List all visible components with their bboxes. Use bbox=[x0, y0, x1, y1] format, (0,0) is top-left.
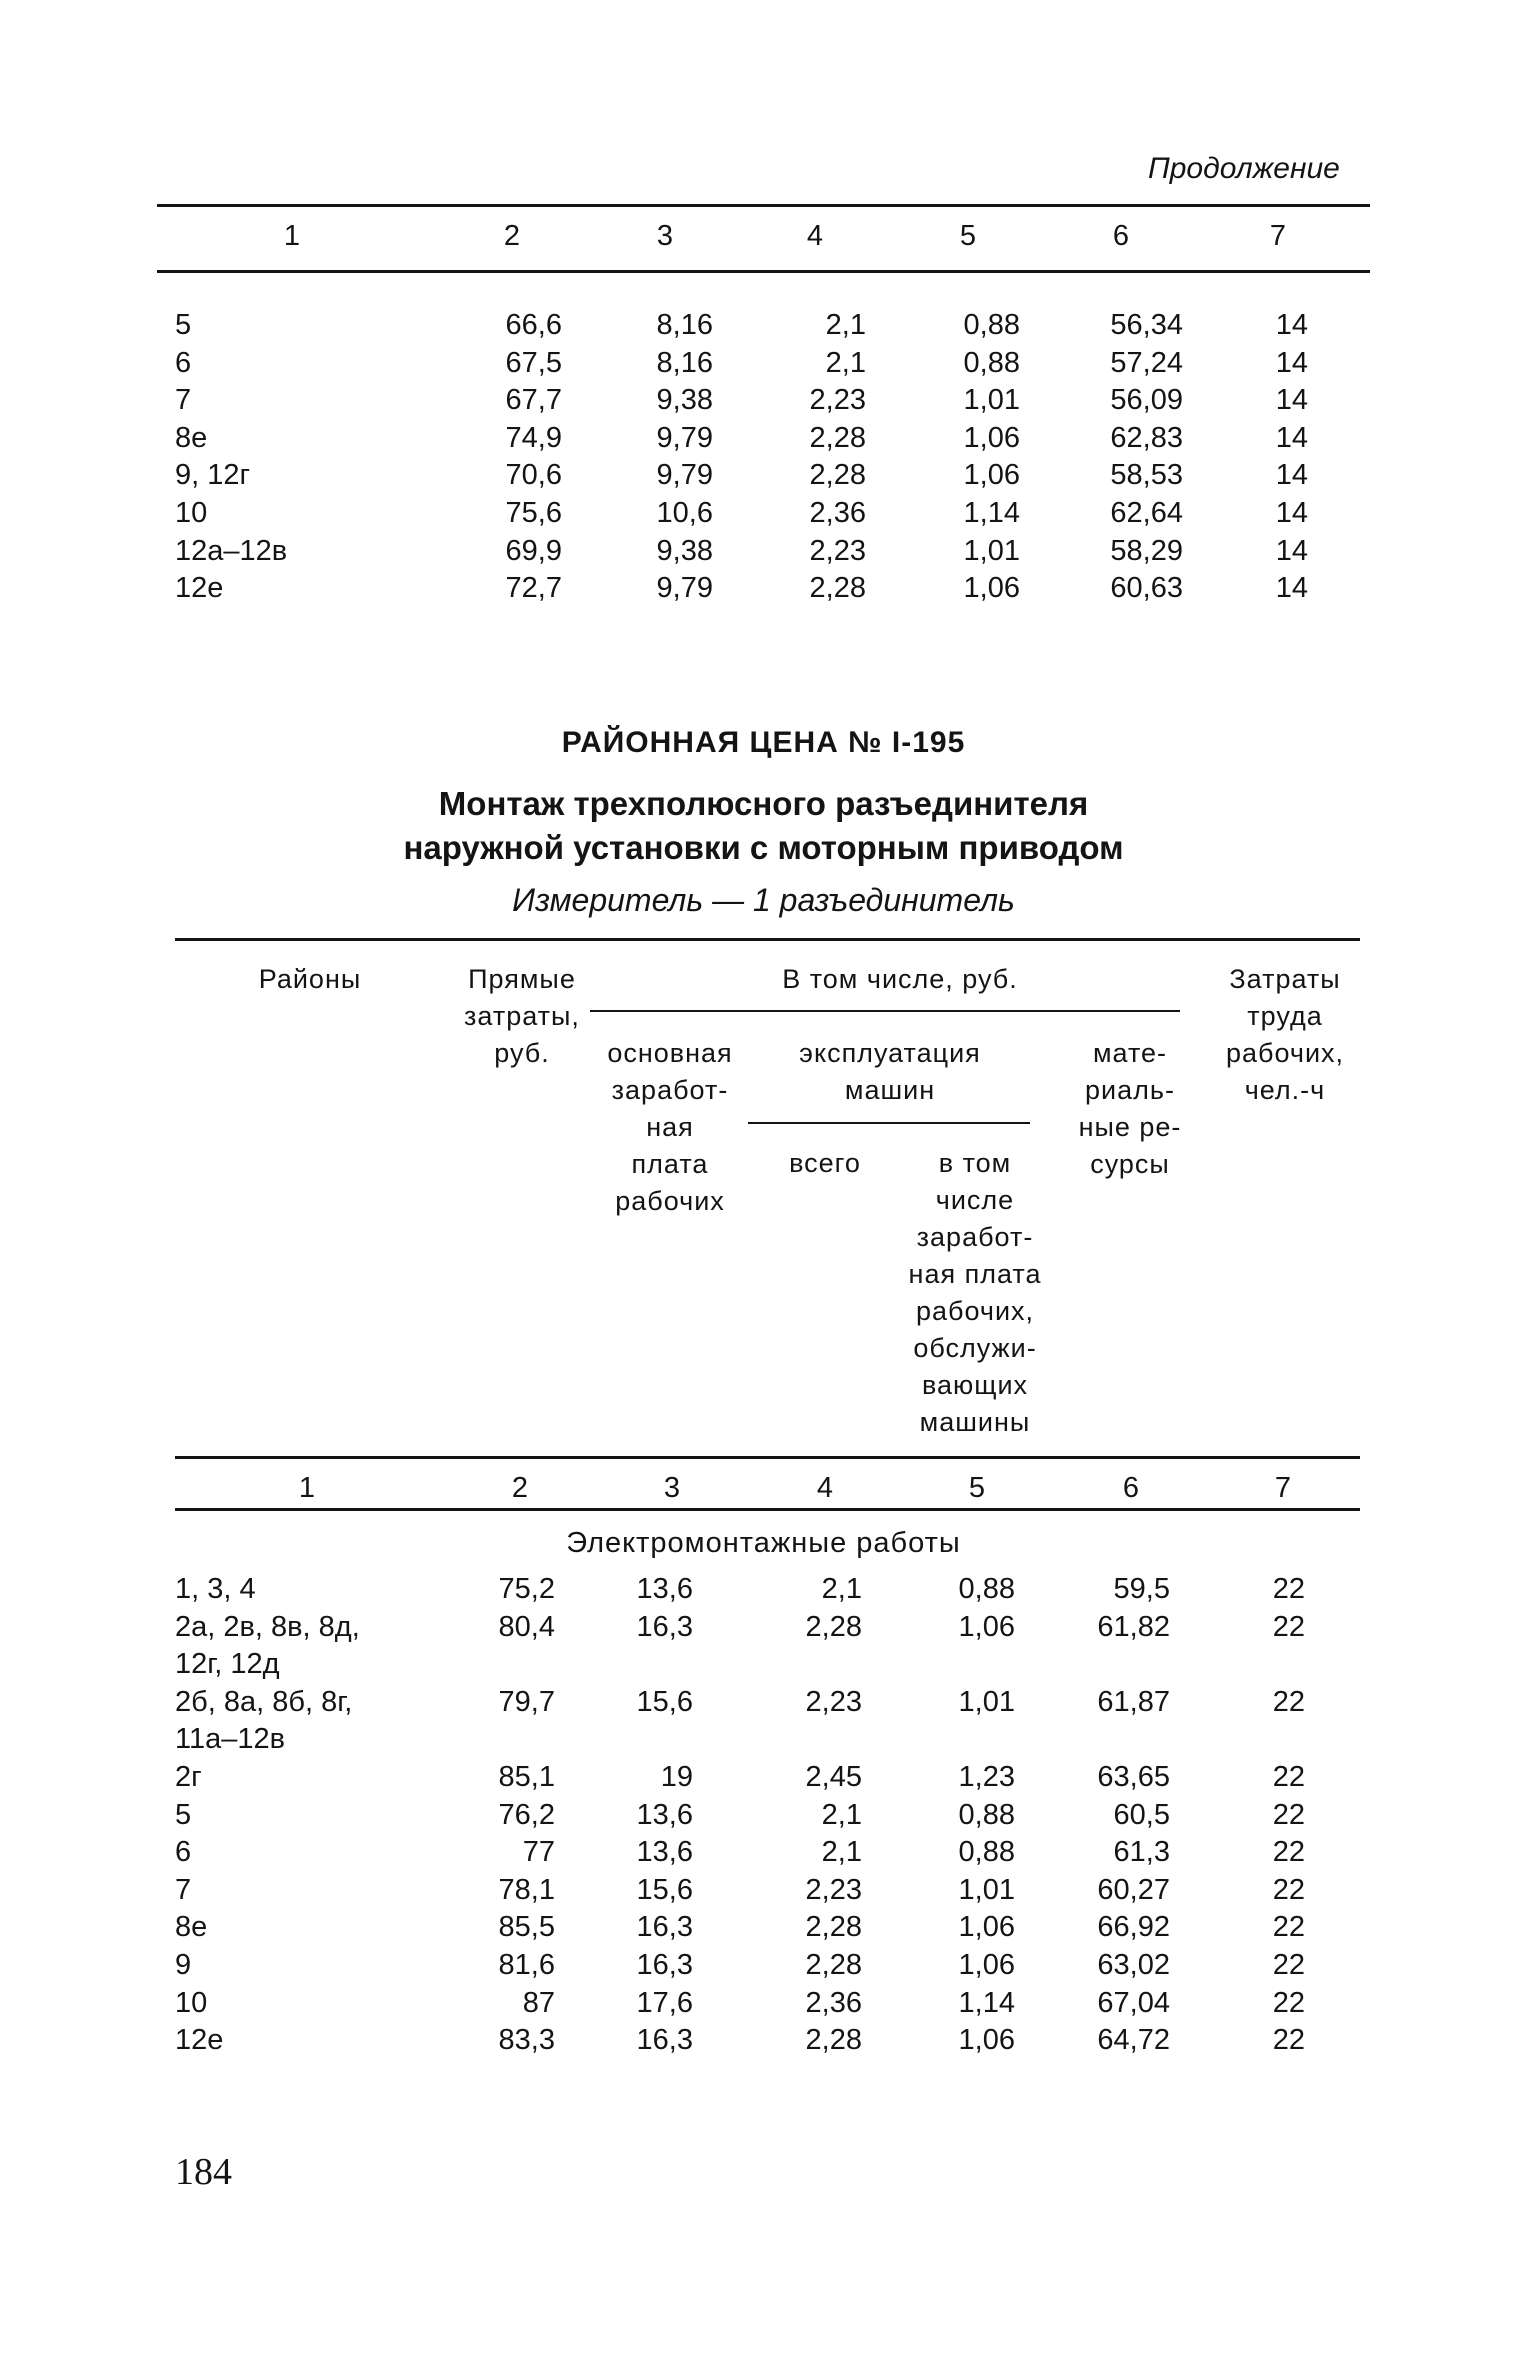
header-line: машины bbox=[919, 1407, 1031, 1437]
table2-value-cell: 2,1 bbox=[821, 1836, 862, 1869]
table2-value-cell: 2,28 bbox=[805, 1911, 862, 1944]
header-including: В том числе, руб. bbox=[782, 964, 1018, 994]
table2-value-cell: 66,92 bbox=[1097, 1911, 1170, 1944]
header-line: мате- bbox=[1092, 1038, 1168, 1068]
table2-value-cell: 2,45 bbox=[805, 1761, 862, 1793]
table2-value-cell: 81,6 bbox=[498, 1949, 555, 1981]
table2-value-cell: 17,6 bbox=[636, 1986, 693, 2019]
header-regions: Районы bbox=[258, 964, 362, 994]
table1-region-cell: 5 bbox=[175, 309, 192, 341]
table1-col-number: 2 bbox=[503, 220, 521, 252]
table1-col-number: 6 bbox=[1112, 220, 1130, 252]
table1-value-cell: 1,01 bbox=[963, 384, 1020, 417]
table1-value-cell: 2,23 bbox=[809, 534, 866, 567]
table1-value-cell: 62,83 bbox=[1110, 421, 1183, 454]
table1-value-cell: 2,23 bbox=[809, 384, 866, 417]
table1-col-number: 5 bbox=[959, 220, 977, 252]
table1-value-cell: 1,06 bbox=[963, 421, 1020, 454]
header-line: риаль- bbox=[1085, 1075, 1175, 1105]
table2-region-cell: 2б, 8а, 8б, 8г, bbox=[175, 1685, 353, 1718]
continuation-label: Продолжение bbox=[1148, 152, 1340, 185]
table1-value-cell: 9,79 bbox=[656, 572, 713, 605]
table2-machine-rule bbox=[748, 1122, 1030, 1124]
header-line: труда bbox=[1247, 1001, 1323, 1031]
table2-value-cell: 22 bbox=[1272, 1685, 1305, 1718]
table2-value-cell: 1,06 bbox=[958, 1949, 1015, 1981]
table2-top-rule bbox=[175, 938, 1360, 941]
header-line: затраты, bbox=[464, 1001, 580, 1031]
table2-value-cell: 16,3 bbox=[636, 1610, 693, 1643]
header-line: руб. bbox=[494, 1038, 550, 1068]
table2-value-cell: 1,06 bbox=[958, 1610, 1015, 1643]
header-line: Прямые bbox=[468, 964, 576, 994]
table2-col-number: 7 bbox=[1274, 1472, 1292, 1504]
table2-value-cell: 61,3 bbox=[1113, 1836, 1170, 1869]
table2-value-cell: 61,82 bbox=[1097, 1610, 1170, 1643]
table1-region-cell: 8е bbox=[175, 421, 208, 454]
table2-region-cell: 10 bbox=[175, 1986, 208, 2019]
header-line: ная плата bbox=[908, 1259, 1042, 1289]
table2-value-cell: 22 bbox=[1272, 1761, 1305, 1793]
table2-value-cell: 1,01 bbox=[958, 1685, 1015, 1718]
table2-numbers-rule bbox=[175, 1508, 1360, 1511]
table2-value-cell: 16,3 bbox=[636, 1911, 693, 1944]
table2-region-cell: 7 bbox=[175, 1873, 192, 1906]
table2-including-rule bbox=[590, 1010, 1180, 1012]
table2-value-cell: 15,6 bbox=[636, 1873, 693, 1906]
table1-region-cell: 12а–12в bbox=[175, 534, 288, 567]
table1-value-cell: 8,16 bbox=[656, 309, 713, 341]
table1-value-cell: 67,7 bbox=[505, 384, 562, 417]
table2-value-cell: 22 bbox=[1272, 1986, 1305, 2019]
table2-value-cell: 22 bbox=[1272, 2024, 1305, 2057]
table1-value-cell: 1,06 bbox=[963, 459, 1020, 492]
table2-value-cell: 59,5 bbox=[1113, 1573, 1170, 1605]
table1-value-cell: 2,28 bbox=[809, 459, 866, 492]
header-machine-wages bbox=[885, 1145, 1065, 1441]
table1-region-cell: 10 bbox=[175, 497, 208, 529]
table2-value-cell: 1,06 bbox=[958, 1911, 1015, 1944]
table2-value-cell: 64,72 bbox=[1097, 2024, 1170, 2057]
table1-value-cell: 56,34 bbox=[1110, 309, 1183, 341]
table2-value-cell: 0,88 bbox=[958, 1798, 1015, 1831]
table2-value-cell: 60,5 bbox=[1113, 1798, 1170, 1831]
header-line: Затраты bbox=[1229, 964, 1341, 994]
header-line: плата bbox=[631, 1149, 709, 1179]
table1-value-cell: 2,1 bbox=[825, 309, 866, 341]
header-machine-total: всего bbox=[789, 1148, 861, 1178]
table1-value-cell: 1,01 bbox=[963, 534, 1020, 567]
table1-region-cell: 9, 12г bbox=[175, 459, 251, 492]
table1-value-cell: 60,63 bbox=[1110, 572, 1183, 605]
table2-value-cell: 1,23 bbox=[958, 1761, 1015, 1793]
table1-value-cell: 14 bbox=[1275, 421, 1308, 454]
header-base-wages bbox=[580, 1035, 760, 1220]
table2-value-cell: 13,6 bbox=[636, 1836, 693, 1869]
table2-col-number: 4 bbox=[816, 1472, 834, 1504]
table1-value-cell: 62,64 bbox=[1110, 497, 1183, 529]
header-materials bbox=[1060, 1035, 1200, 1183]
table2-value-cell: 2,28 bbox=[805, 2024, 862, 2057]
table2-value-cell: 1,01 bbox=[958, 1873, 1015, 1906]
table1-col-number: 1 bbox=[283, 220, 301, 252]
table2-value-cell: 16,3 bbox=[636, 2024, 693, 2057]
table2-value-cell: 67,04 bbox=[1097, 1986, 1170, 2019]
table2-value-cell: 87 bbox=[522, 1986, 555, 2019]
table1-value-cell: 58,53 bbox=[1110, 459, 1183, 492]
group-title: Электромонтажные работы bbox=[566, 1527, 961, 1559]
header-line: рабочих bbox=[615, 1186, 725, 1216]
table2-value-cell: 13,6 bbox=[636, 1573, 693, 1605]
table1-value-cell: 14 bbox=[1275, 572, 1308, 605]
table2-value-cell: 77 bbox=[522, 1836, 555, 1869]
table2-value-cell: 1,06 bbox=[958, 2024, 1015, 2057]
table2-region-cell: 2г bbox=[175, 1761, 202, 1793]
table1-value-cell: 9,79 bbox=[656, 459, 713, 492]
table2-region-cell: 9 bbox=[175, 1949, 192, 1981]
header-line: числе bbox=[935, 1185, 1015, 1215]
header-line: рабочих, bbox=[1225, 1038, 1345, 1068]
table1-value-cell: 0,88 bbox=[963, 346, 1020, 379]
table2-value-cell: 0,88 bbox=[958, 1836, 1015, 1869]
table2-region-cell: 11а–12в bbox=[175, 1723, 286, 1756]
table2-value-cell: 22 bbox=[1272, 1798, 1305, 1831]
table2-region-cell: 8е bbox=[175, 1911, 208, 1944]
table2-col-number: 6 bbox=[1122, 1472, 1140, 1504]
table2-value-cell: 22 bbox=[1272, 1573, 1305, 1605]
table2-value-cell: 22 bbox=[1272, 1836, 1305, 1869]
table1-value-cell: 14 bbox=[1275, 459, 1308, 492]
table2-value-cell: 16,3 bbox=[636, 1949, 693, 1981]
table1-top-rule bbox=[157, 204, 1370, 207]
table2-region-cell: 5 bbox=[175, 1798, 192, 1831]
table2-col-number: 2 bbox=[511, 1472, 529, 1504]
table2-value-cell: 19 bbox=[660, 1761, 693, 1793]
table2-value-cell: 83,3 bbox=[498, 2024, 555, 2057]
header-line: ная bbox=[646, 1112, 694, 1142]
section-title-line2: наружной установки с моторным приводом bbox=[403, 829, 1124, 866]
table2-value-cell: 2,23 bbox=[805, 1685, 862, 1718]
table1-value-cell: 14 bbox=[1275, 534, 1308, 567]
table1-value-cell: 9,38 bbox=[656, 384, 713, 417]
table1-value-cell: 67,5 bbox=[505, 346, 562, 379]
table2-value-cell: 2,36 bbox=[805, 1986, 862, 2019]
table2-col-number: 1 bbox=[298, 1472, 316, 1504]
table2-value-cell: 2,28 bbox=[805, 1610, 862, 1643]
table1-col-number: 7 bbox=[1269, 220, 1287, 252]
table1-value-cell: 9,38 bbox=[656, 534, 713, 567]
header-line: сурсы bbox=[1090, 1149, 1170, 1179]
header-line: обслужи- bbox=[913, 1333, 1037, 1363]
table1-value-cell: 14 bbox=[1275, 497, 1308, 529]
table1-value-cell: 2,36 bbox=[809, 497, 866, 529]
table1-region-cell: 6 bbox=[175, 346, 192, 379]
table2-value-cell: 22 bbox=[1272, 1873, 1305, 1906]
table1-value-cell: 56,09 bbox=[1110, 384, 1183, 417]
table2-value-cell: 2,23 bbox=[805, 1873, 862, 1906]
table1-value-cell: 2,28 bbox=[809, 572, 866, 605]
section-title-line1: Монтаж трехполюсного разъединителя bbox=[438, 785, 1089, 822]
table2-value-cell: 0,88 bbox=[958, 1573, 1015, 1605]
table2-value-cell: 76,2 bbox=[498, 1798, 555, 1831]
header-line: рабочих, bbox=[915, 1296, 1035, 1326]
table1-region-cell: 7 bbox=[175, 384, 192, 417]
table1-header-rule bbox=[157, 270, 1370, 273]
table2-region-cell: 12г, 12д bbox=[175, 1648, 280, 1681]
table1-value-cell: 14 bbox=[1275, 346, 1308, 379]
table2-region-cell: 2а, 2в, 8в, 8д, bbox=[175, 1610, 360, 1643]
header-labor bbox=[1195, 961, 1375, 1109]
table2-value-cell: 15,6 bbox=[636, 1685, 693, 1718]
table2-value-cell: 79,7 bbox=[498, 1685, 555, 1718]
table1-value-cell: 70,6 bbox=[505, 459, 562, 492]
table1-value-cell: 14 bbox=[1275, 384, 1308, 417]
header-line: основная bbox=[607, 1038, 733, 1068]
table1-value-cell: 2,28 bbox=[809, 421, 866, 454]
header-line: заработ- bbox=[611, 1075, 729, 1105]
table2-value-cell: 2,28 bbox=[805, 1949, 862, 1981]
table1-col-number: 4 bbox=[806, 220, 824, 252]
table2-value-cell: 60,27 bbox=[1097, 1873, 1170, 1906]
table2-value-cell: 22 bbox=[1272, 1911, 1305, 1944]
table2-region-cell: 1, 3, 4 bbox=[175, 1573, 256, 1605]
table2-value-cell: 61,87 bbox=[1097, 1685, 1170, 1718]
table1-col-number: 3 bbox=[656, 220, 674, 252]
price-heading: РАЙОННАЯ ЦЕНА № I-195 bbox=[561, 726, 966, 759]
table2-value-cell: 2,1 bbox=[821, 1798, 862, 1831]
table2-value-cell: 22 bbox=[1272, 1949, 1305, 1981]
table1-value-cell: 1,06 bbox=[963, 572, 1020, 605]
table2-value-cell: 22 bbox=[1272, 1610, 1305, 1643]
table1-value-cell: 58,29 bbox=[1110, 534, 1183, 567]
table2-value-cell: 63,02 bbox=[1097, 1949, 1170, 1981]
header-line: машин bbox=[844, 1075, 936, 1105]
table1-value-cell: 2,1 bbox=[825, 346, 866, 379]
table2-header-bottom-rule bbox=[175, 1456, 1360, 1459]
header-line: ные ре- bbox=[1078, 1112, 1182, 1142]
page-number: 184 bbox=[175, 2151, 232, 2193]
table1-region-cell: 12е bbox=[175, 572, 224, 605]
table2-value-cell: 13,6 bbox=[636, 1798, 693, 1831]
header-line: в том bbox=[938, 1148, 1012, 1178]
header-machine-operation bbox=[760, 1035, 1020, 1109]
table1-value-cell: 9,79 bbox=[656, 421, 713, 454]
table2-value-cell: 85,1 bbox=[498, 1761, 555, 1793]
table1-value-cell: 74,9 bbox=[505, 421, 562, 454]
table2-value-cell: 85,5 bbox=[498, 1911, 555, 1944]
table1-value-cell: 1,14 bbox=[963, 497, 1020, 529]
table2-value-cell: 75,2 bbox=[498, 1573, 555, 1605]
table1-value-cell: 66,6 bbox=[505, 309, 562, 341]
table2-value-cell: 1,14 bbox=[958, 1986, 1015, 2019]
table1-value-cell: 14 bbox=[1275, 309, 1308, 341]
table2-value-cell: 78,1 bbox=[498, 1873, 555, 1906]
table1-value-cell: 69,9 bbox=[505, 534, 562, 567]
table2-region-cell: 12е bbox=[175, 2024, 224, 2057]
header-line: вающих bbox=[921, 1370, 1029, 1400]
table1-value-cell: 57,24 bbox=[1110, 346, 1183, 379]
measure-unit: Измеритель — 1 разъединитель bbox=[512, 882, 1015, 918]
table1-value-cell: 0,88 bbox=[963, 309, 1020, 341]
header-line: чел.-ч bbox=[1244, 1075, 1326, 1105]
table2-region-cell: 6 bbox=[175, 1836, 192, 1869]
table2-col-number: 3 bbox=[663, 1472, 681, 1504]
header-line: заработ- bbox=[916, 1222, 1034, 1252]
table2-value-cell: 63,65 bbox=[1097, 1761, 1170, 1793]
table1-value-cell: 8,16 bbox=[656, 346, 713, 379]
table1-value-cell: 10,6 bbox=[656, 497, 713, 529]
table2-col-number: 5 bbox=[968, 1472, 986, 1504]
table1-value-cell: 75,6 bbox=[505, 497, 562, 529]
table1-value-cell: 72,7 bbox=[505, 572, 562, 605]
header-line: эксплуатация bbox=[799, 1038, 981, 1068]
table2-value-cell: 80,4 bbox=[498, 1610, 555, 1643]
table2-value-cell: 2,1 bbox=[821, 1573, 862, 1605]
